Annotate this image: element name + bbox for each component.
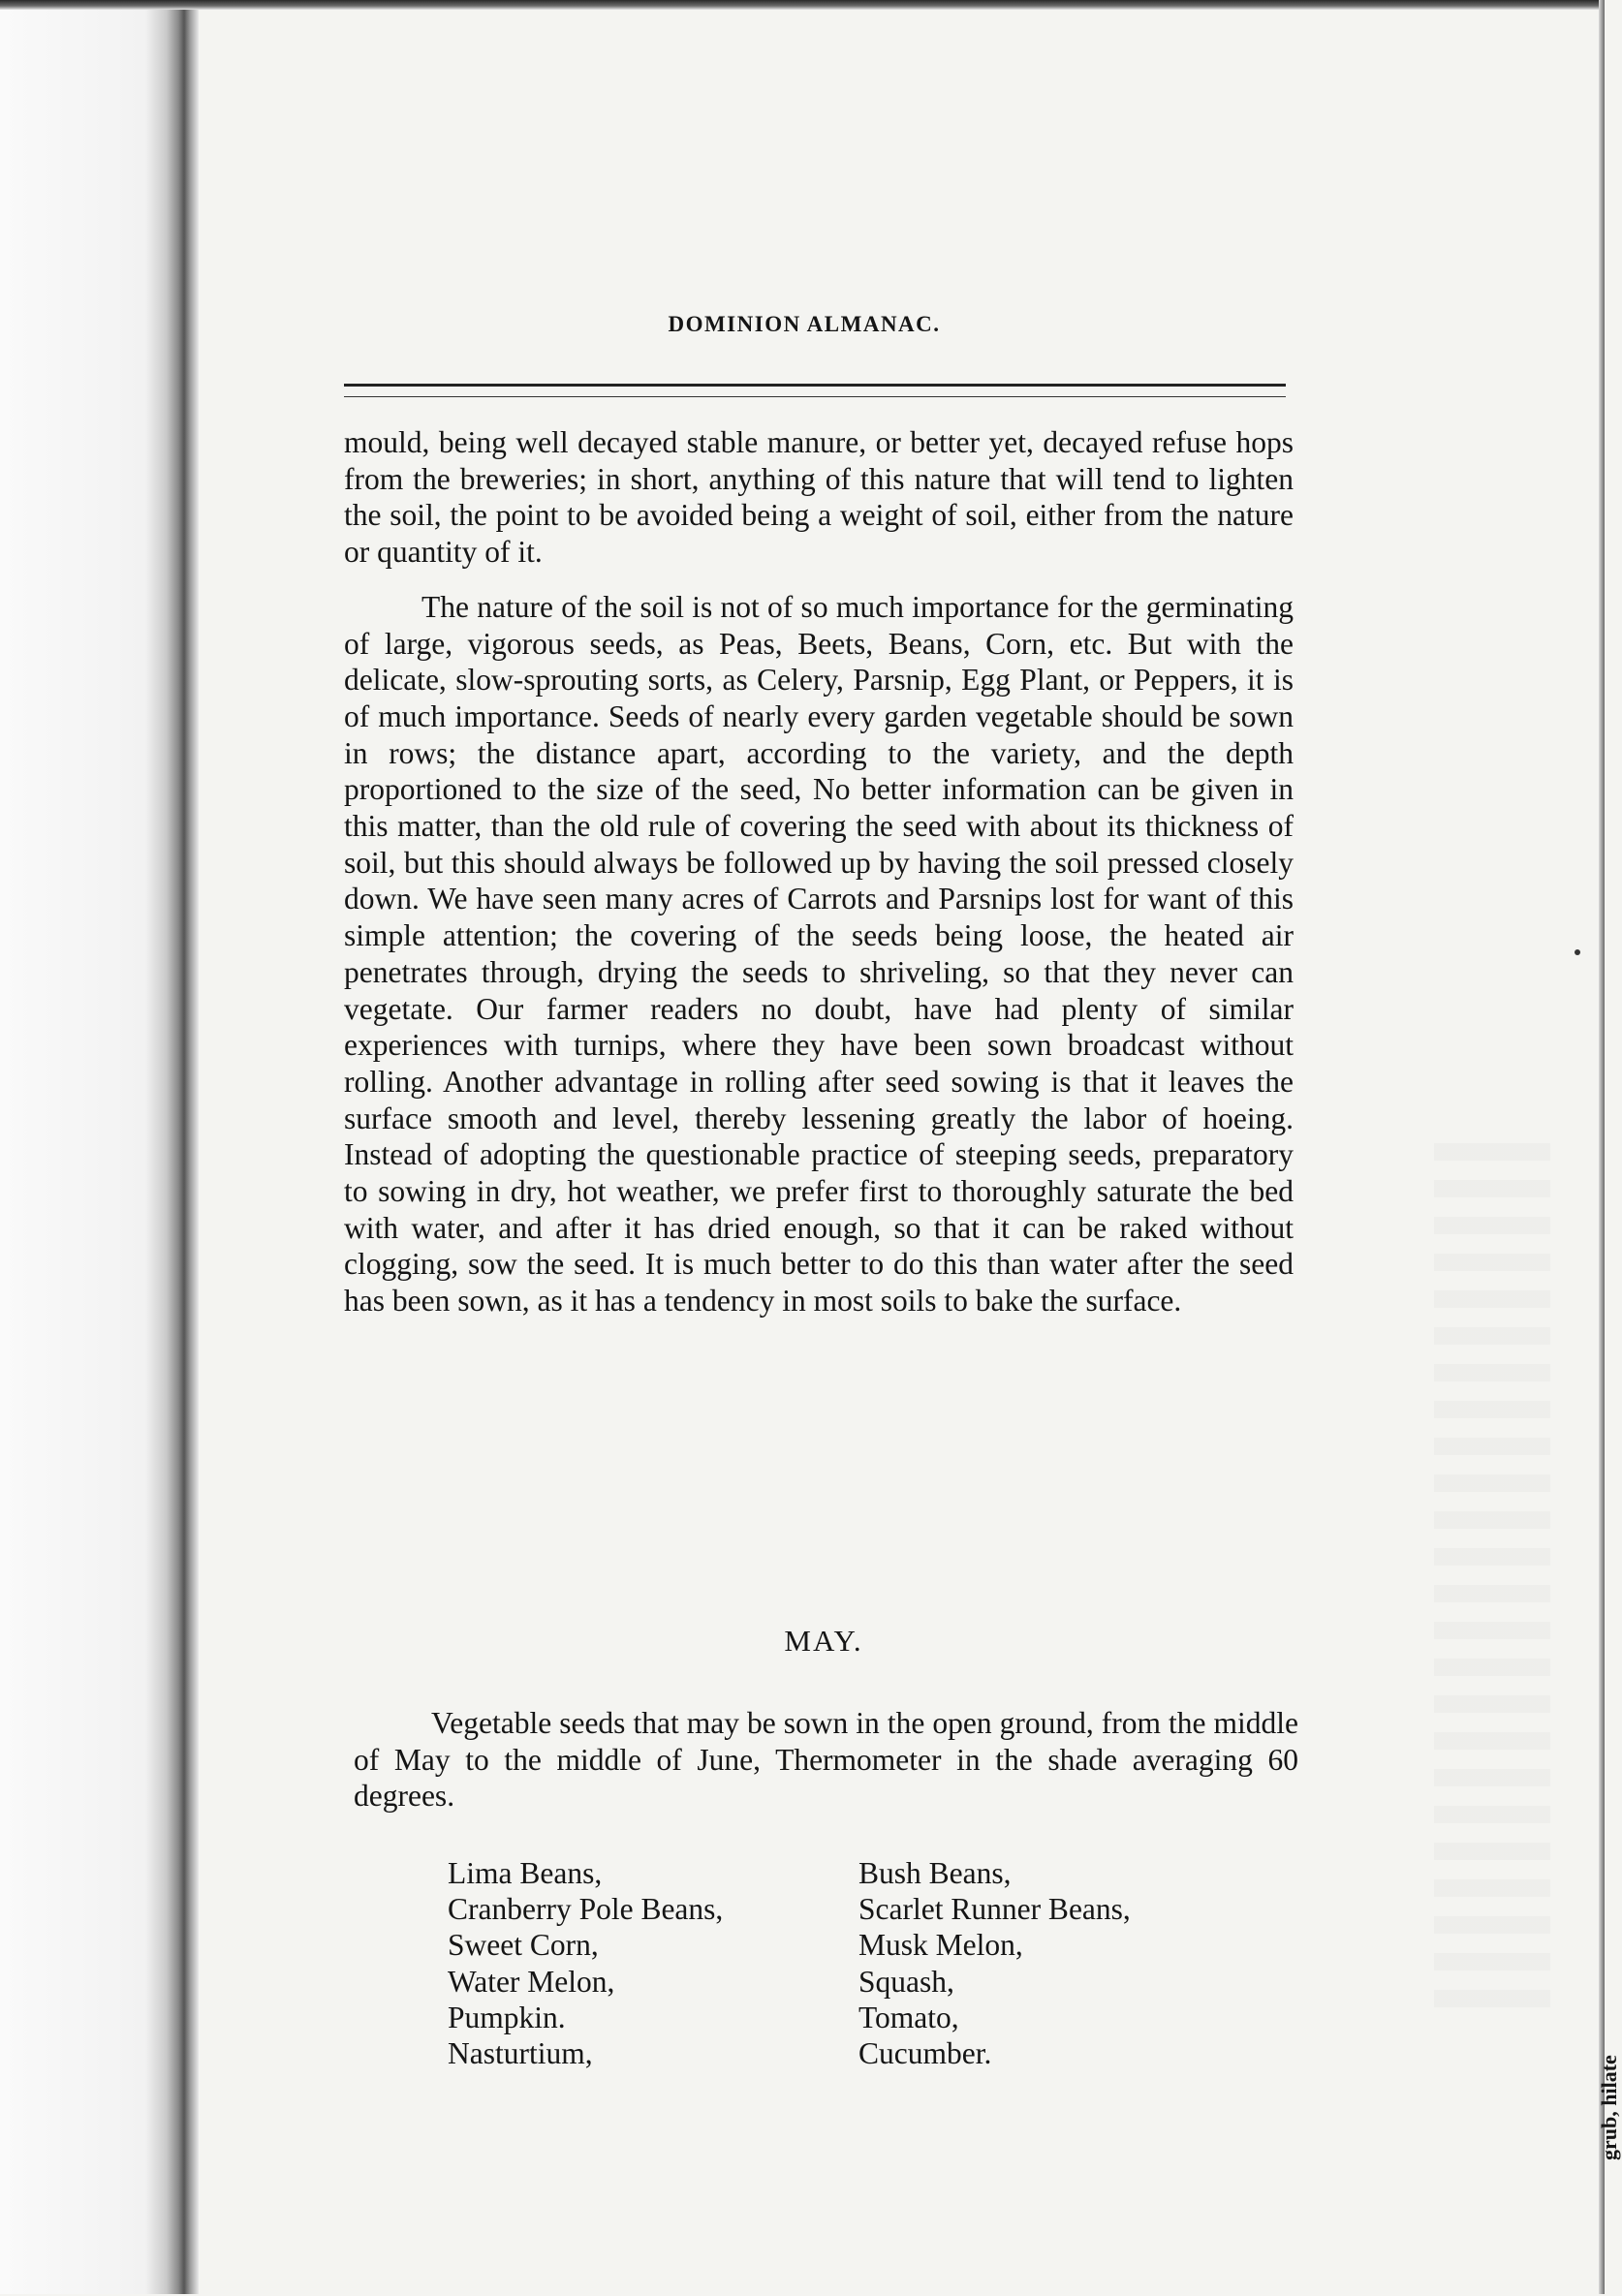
vegetable-name: Musk Melon, xyxy=(858,1928,1023,1963)
list-item xyxy=(448,1855,1223,1891)
vegetable-name: Pumpkin. xyxy=(448,2000,566,2034)
list-item xyxy=(448,1891,1223,1927)
vegetable-name: Scarlet Runner Beans, xyxy=(858,1892,1131,1927)
adjacent-page-fragment xyxy=(1554,2055,1621,2296)
vegetable-name: Tomato, xyxy=(858,2000,959,2034)
list-item xyxy=(448,2035,1223,2071)
scan-top-edge xyxy=(0,0,1605,10)
vegetable-name: Nasturtium, xyxy=(448,2036,593,2071)
vegetable-list xyxy=(448,1855,1223,2071)
book-gutter xyxy=(0,0,199,2294)
vegetable-name: Lima Beans, xyxy=(448,1856,603,1890)
ink-speck xyxy=(1575,949,1580,955)
vegetable-name: Cranberry Pole Beans, xyxy=(448,1892,724,1927)
vegetable-name: Bush Beans, xyxy=(858,1856,1012,1890)
scan-right-edge xyxy=(1599,0,1605,2294)
may-intro-paragraph: Vegetable seeds that may be sown in the open ground, from the middle of May to the middle of June, Thermometer in the shade averaging 60 degrees. xyxy=(354,1706,1298,1814)
bleed-through xyxy=(1434,1143,1550,2015)
body-text xyxy=(344,424,1294,1319)
list-item xyxy=(448,1927,1223,1963)
vegetable-name: Squash, xyxy=(858,1964,954,1999)
paragraph: mould, being well decayed stable manure, or better yet, decayed refuse hops from the breweries; in short, anything of this nature that will tend to lighten the soil, the point to be avoided being a weight of soil, either from the nature or quantity of it. xyxy=(344,425,1294,570)
adjacent-page-text: grub, hilate xyxy=(1597,2055,1621,2160)
paragraph: The nature of the soil is not of so much importance for the germinating of large, vigorous seeds, as Peas, Beets, Beans, Corn, etc. But with the delicate, slow-sprouting sorts, as Celery, Parsnip, Egg Plant, or Peppers, it is of much importance. Seeds of nearly every garden vegetable should be sown in rows; the distance apart, according to the variety, and the depth proportioned to the size of the seed, No better information can be given in this matter, than the old rule of covering the seed with about its thickness of soil, but this should always be followed up by having the soil pressed closely down. We have seen many acres of Carrots and Parsnips lost for want of this simple attention; the covering of the seeds being loose, the heated air penetrates through, drying the seeds to shriveling, so that they never can vegetate. Our farmer readers no doubt, have had plenty of similar experiences with turnips, where they have been sown broadcast without rolling. Another advantage in rolling after seed sowing is that it leaves the surface smooth and level, thereby lessening greatly the labor of hoeing. Instead of adopting the questionable practice of steeping seeds, preparatory to sowing in dry, hot weather, we prefer first to thoroughly saturate the bed with water, and after it has dried enough, so that it can be raked without clogging, sow the seed. It is much better to do this than water after the seed has been sown, as it has a tendency in most soils to bake the surface. xyxy=(344,589,1294,1319)
vegetable-name: Water Melon, xyxy=(448,1964,615,1999)
vegetable-name: Sweet Corn, xyxy=(448,1928,599,1963)
vegetable-name: Cucumber. xyxy=(858,2036,992,2071)
list-item xyxy=(448,2000,1223,2035)
header-rule xyxy=(344,384,1286,397)
section-heading-may: MAY. xyxy=(784,1624,863,1658)
list-item xyxy=(448,1964,1223,2000)
running-title: DOMINION ALMANAC. xyxy=(668,312,941,336)
